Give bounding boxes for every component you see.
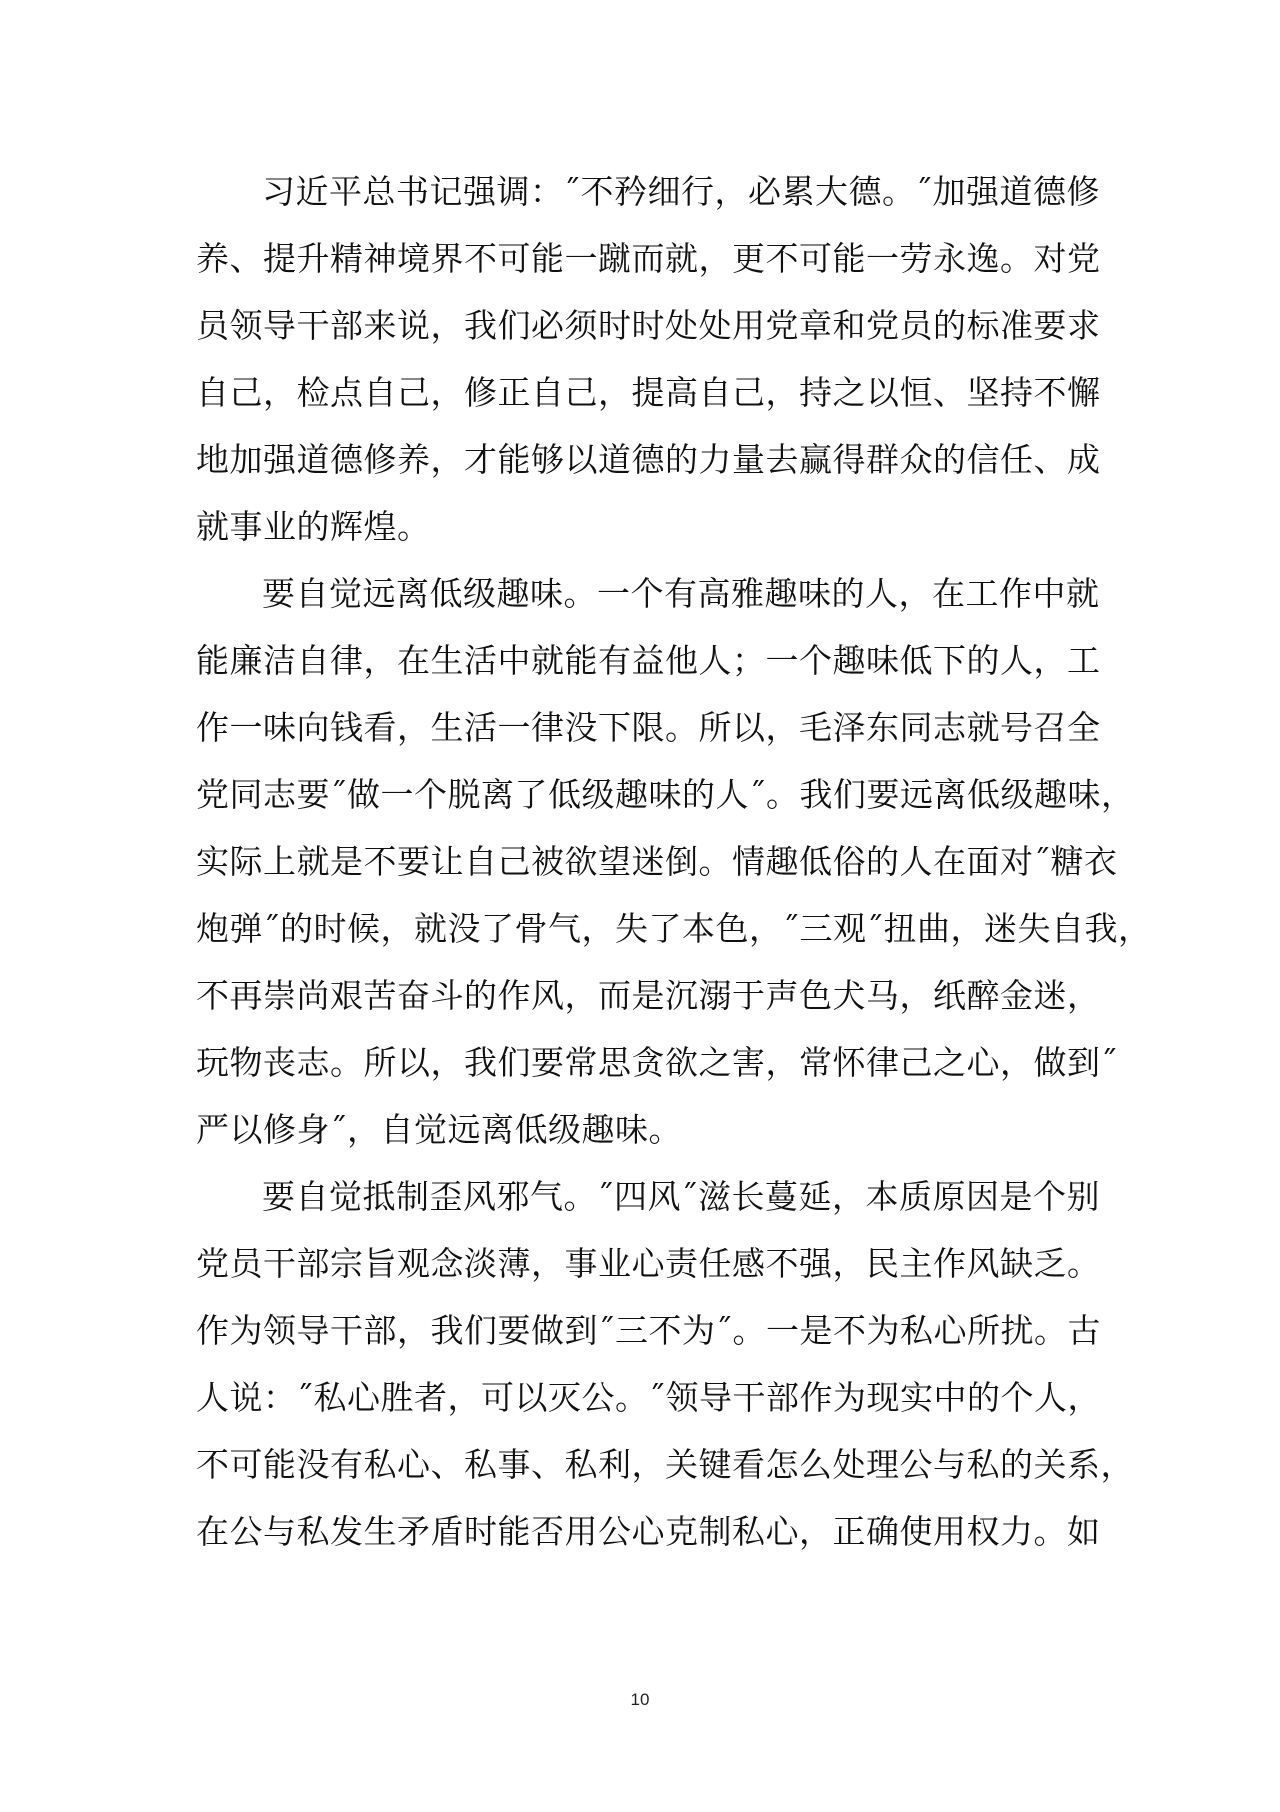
paragraph-2 — [196, 560, 1152, 1163]
text-line: 作一味向钱看，生活一律没下限。所以，毛泽东同志就号召全 — [196, 708, 1101, 747]
text-line: 玩物丧志。所以，我们要常思贪欲之害，常怀律己之心，做到˝ — [196, 1043, 1118, 1082]
text-line: 不再崇尚艰苦奋斗的作风，而是沉溺于声色犬马，纸醉金迷， — [196, 976, 1101, 1015]
text-line: 党员干部宗旨观念淡薄，事业心责任感不强，民主作风缺乏。 — [196, 1244, 1101, 1283]
text-line: 严以修身˝，自觉远离低级趣味。 — [196, 1110, 682, 1149]
text-line: 自己，检点自己，修正自己，提高自己，持之以恒、坚持不懈 — [196, 373, 1101, 412]
page-number: 10 — [630, 1690, 650, 1709]
text-line: 要自觉远离低级趣味。一个有高雅趣味的人，在工作中就 — [262, 574, 1100, 613]
text-line: 不可能没有私心、私事、私利，关键看怎么处理公与私的关系， — [196, 1445, 1134, 1484]
text-line: 习近平总书记强调：˝不矜细行，必累大德。˝加强道德修 — [262, 172, 1100, 211]
text-line: 人说：˝私心胜者，可以灭公。˝领导干部作为现实中的个人， — [196, 1378, 1101, 1417]
paragraph-1 — [196, 158, 1101, 560]
text-line: 作为领导干部，我们要做到˝三不为˝。一是不为私心所扰。古 — [196, 1311, 1101, 1350]
text-line: 炮弹˝的时候，就没了骨气，失了本色，˝三观˝扭曲，迷失自我， — [196, 909, 1152, 948]
text-line: 要自觉抵制歪风邪气。˝四风˝滋长蔓延，本质原因是个别 — [262, 1177, 1100, 1216]
document-body — [196, 158, 1152, 1565]
text-line: 地加强道德修养，才能够以道德的力量去赢得群众的信任、成 — [196, 440, 1101, 479]
paragraph-3 — [196, 1163, 1134, 1565]
text-line: 能廉洁自律，在生活中就能有益他人；一个趣味低下的人，工 — [196, 641, 1101, 680]
text-line: 党同志要˝做一个脱离了低级趣味的人˝。我们要远离低级趣味， — [196, 775, 1135, 814]
text-line: 实际上就是不要让自己被欲望迷倒。情趣低俗的人在面对˝糖衣 — [196, 842, 1118, 881]
text-line: 在公与私发生矛盾时能否用公心克制私心，正确使用权力。如 — [196, 1512, 1101, 1551]
text-line: 养、提升精神境界不可能一蹴而就，更不可能一劳永逸。对党 — [196, 239, 1101, 278]
text-line: 就事业的辉煌。 — [196, 507, 431, 546]
text-line: 员领导干部来说，我们必须时时处处用党章和党员的标准要求 — [196, 306, 1101, 345]
